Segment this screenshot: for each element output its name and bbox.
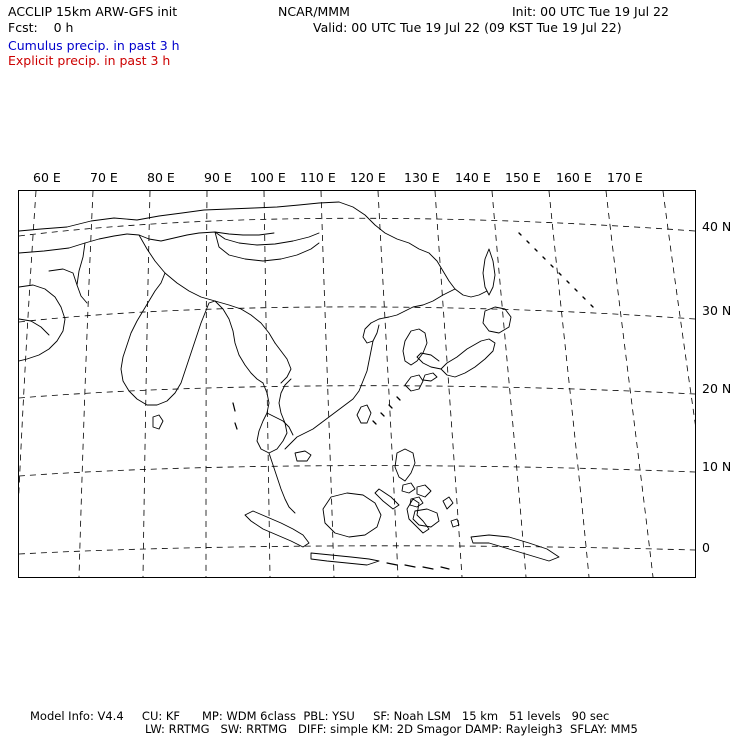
island-honshu [441,339,495,377]
meridian-120e [378,191,398,577]
border-yunnan [275,343,291,383]
kuril-islands [519,233,593,307]
y-tick-0: 0 [702,540,710,555]
init-time-label: Init: 00 UTC Tue 19 Jul 22 [512,4,669,19]
y-tick-40n: 40 N [702,219,732,234]
parallel-10n [19,466,695,476]
parallel-40n [19,218,695,236]
island-hainan [295,451,311,461]
model-info-line2: LW: RRTMG SW: RRTMG DIFF: simple KM: 2D Smagor DAMP: Rayleigh3 SFLAY: MM5 [145,722,638,736]
lake-aral [49,269,77,285]
graticule-lines [19,191,695,577]
lesser-sunda-islands [387,563,449,569]
x-tick-150e: 150 E [505,170,541,185]
border-mongolia-south [215,232,319,261]
x-tick-140e: 140 E [455,170,491,185]
meridian-70e [79,191,93,577]
island-samar [417,485,431,497]
y-tick-30n: 30 N [702,303,732,318]
meridian-60e [19,191,36,577]
island-seram [451,519,459,527]
y-tick-20n: 20 N [702,381,732,396]
x-tick-170e: 170 E [607,170,643,185]
island-taiwan [357,405,371,423]
meridian-110e [321,191,334,577]
model-info-line1: Model Info: V4.4 CU: KF MP: WDM 6class PBL: YSU SF: Noah LSM 15 km 51 levels 90 sec [30,709,610,723]
island-sakhalin [483,249,495,295]
meridian-150e [549,191,589,577]
island-hokkaido [483,307,511,333]
x-tick-90e: 90 E [204,170,232,185]
legend-explicit-precip: Explicit precip. in past 3 h [8,53,171,68]
coast-myanmar [215,301,263,383]
meridian-100e [264,191,270,577]
korean-peninsula [403,329,427,365]
legend-cumulus-precip: Cumulus precip. in past 3 h [8,38,180,53]
coast-russia-far-east [339,202,455,289]
island-sumatra [245,511,309,547]
x-tick-130e: 130 E [404,170,440,185]
coast-mekong-delta [267,413,293,435]
coast-bohai [363,323,379,343]
island-honshu-west [417,353,441,369]
island-java [311,553,379,565]
island-shikoku [423,373,437,381]
coast-malay-peninsula [269,453,295,513]
y-tick-10n: 10 N [702,459,732,474]
x-tick-80e: 80 E [147,170,175,185]
border-caspian-east [77,243,87,303]
meridian-130e [435,191,462,577]
coast-north-eurasia [19,202,339,231]
andaman-islands [233,403,237,429]
forecast-hour: Fcst: 0 h [8,20,74,35]
island-palawan [375,489,399,509]
island-sri-lanka [153,415,163,429]
parallel-30n [19,307,695,322]
coast-india [121,273,215,405]
x-tick-120e: 120 E [350,170,386,185]
coast-okhotsk-south [455,289,487,297]
parallel-0n [19,546,695,554]
model-title: ACCLIP 15km ARW-GFS init [8,4,178,19]
x-tick-160e: 160 E [556,170,592,185]
island-luzon [395,449,415,481]
meridian-160e [606,191,653,577]
island-mindoro [402,483,415,493]
island-halmahera [443,497,453,509]
ryukyu-islands [373,397,400,424]
island-kyushu [405,375,423,391]
meridian-170e [663,191,695,577]
x-tick-60e: 60 E [33,170,61,185]
institution-label: NCAR/MMM [278,4,350,19]
meridian-90e [206,191,207,577]
coastline-outlines [19,202,593,569]
x-tick-100e: 100 E [250,170,286,185]
coast-south-china [285,423,321,449]
map-panel[interactable] [18,190,696,578]
x-tick-110e: 110 E [300,170,336,185]
meridian-140e [492,191,526,577]
valid-time-label: Valid: 00 UTC Tue 19 Jul 22 (09 KST Tue 19 Jul 22) [313,20,622,35]
island-new-guinea [471,535,559,561]
island-panay [410,497,423,507]
parallel-20n [19,386,695,398]
x-tick-70e: 70 E [90,170,118,185]
